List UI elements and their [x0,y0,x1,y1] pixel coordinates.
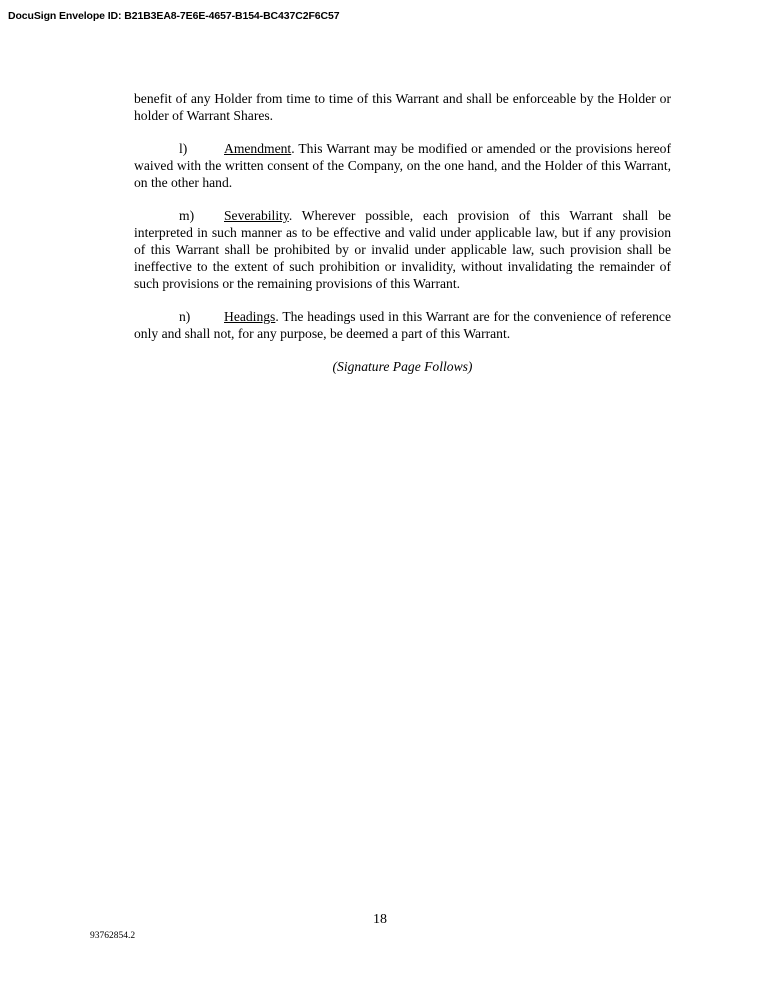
section-heading: Headings [224,309,276,324]
section-text: . The headings used in this Warrant are for the convenience of reference only and shall not, for any purpose, be deemed a part of this Warrant. [134,309,671,341]
document-number: 93762854.2 [90,931,136,941]
envelope-id: DocuSign Envelope ID: B21B3EA8-7E6E-4657-B154-BC437C2F6C57 [8,10,340,22]
continuation-paragraph: benefit of any Holder from time to time of this Warrant and shall be enforceable by the Holder or holder of Warrant Shares. [134,91,671,123]
page-number: 18 [373,912,387,927]
section-letter: m) [179,208,195,223]
signature-page-note: (Signature Page Follows) [332,359,473,374]
section-letter: l) [179,141,188,156]
section-text: . Wherever possible, each provision of this Warrant shall be interpreted in such manner as to be effective and valid under applicable law, but if any provision of this Warrant shall be prohibited by or invalid under applicable law, such provision shall be ineffective to the extent of such prohibition or invalidity, without invalidating the remainder of such provisions or the remaining provisions of this Warrant. [134,208,671,291]
section-amendment [134,140,671,191]
document-body [134,90,671,375]
section-heading: Amendment [224,141,292,156]
section-heading: Severability [224,208,289,223]
section-severability [134,207,671,292]
section-letter: n) [179,309,191,324]
section-headings [134,308,671,342]
section-text: . This Warrant may be modified or amended or the provisions hereof waived with the written consent of the Company, on the one hand, and the Holder of this Warrant, on the other hand. [134,141,671,190]
